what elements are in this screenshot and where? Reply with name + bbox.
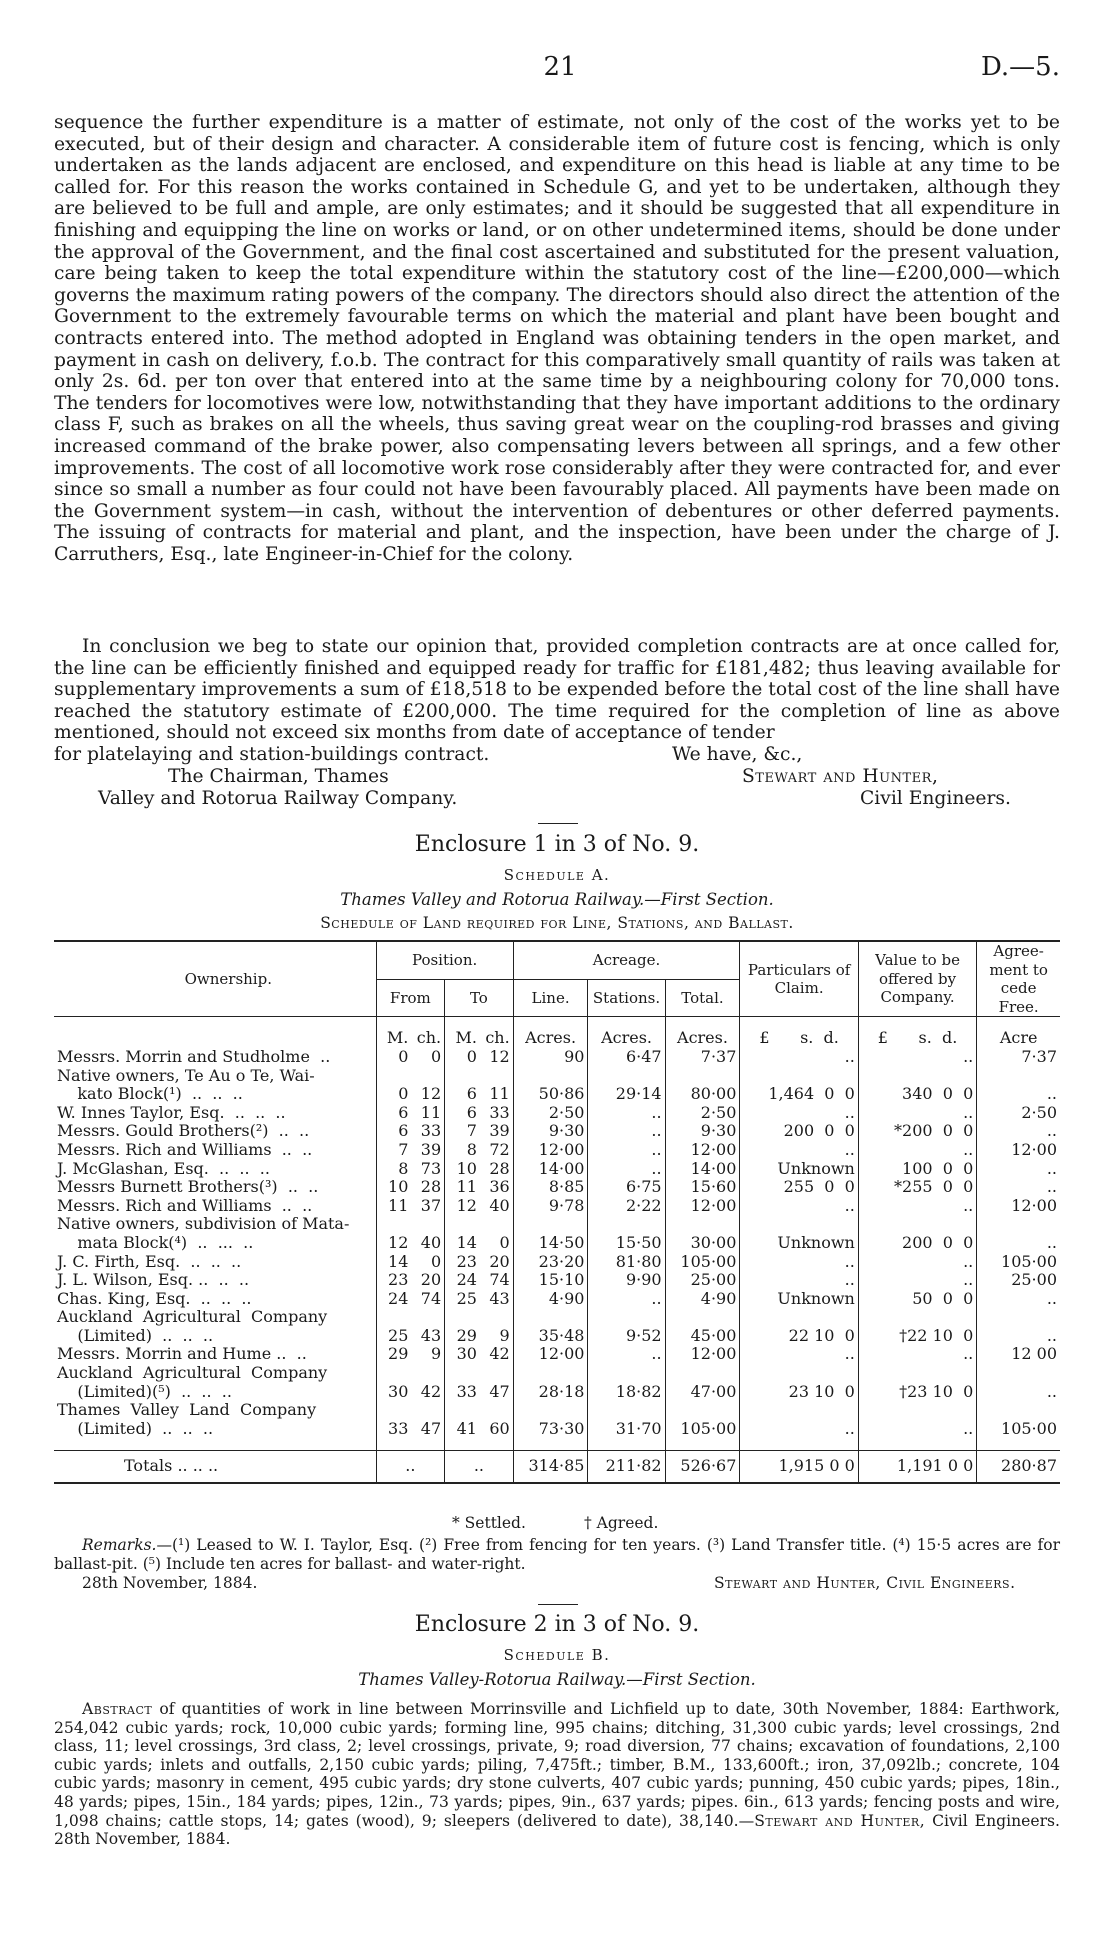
- agreement-cell: ..: [977, 1067, 1060, 1104]
- claim-cell: Unknown: [740, 1215, 858, 1252]
- agreement-cell: 12 00: [977, 1345, 1060, 1364]
- to-m-cell: 12: [445, 1197, 480, 1216]
- owner-name-line: J. McGlashan, Esq. .. .. ..: [57, 1158, 270, 1178]
- stations-acres-cell: 29·14: [588, 1067, 665, 1104]
- to-m-cell: 30: [445, 1345, 480, 1364]
- value-cell: ..: [858, 1253, 976, 1272]
- line-acres-cell: 2·50: [513, 1104, 588, 1123]
- from-ch-cell: 9: [430, 1344, 442, 1364]
- from-m-cell: 7: [376, 1141, 411, 1160]
- owner-name-line: (Limited) .. .. ..: [57, 1418, 214, 1438]
- owner-cell: [54, 1178, 376, 1197]
- value-cell: ..: [858, 1048, 976, 1067]
- from-m-cell: 23: [376, 1271, 411, 1290]
- value-cell: †22 10 0: [858, 1308, 976, 1345]
- agreed-footnote: † Agreed.: [584, 1514, 659, 1532]
- from-ch-cell: 37: [420, 1195, 442, 1215]
- to-ch-cell: 33: [489, 1102, 510, 1122]
- to-m-cell: 6: [445, 1067, 480, 1104]
- total-acres-cell: 12·00: [665, 1197, 740, 1216]
- to-header: To: [445, 979, 514, 1017]
- totals-total: 526·67: [665, 1451, 740, 1483]
- value-cell: ..: [858, 1401, 976, 1451]
- unit-claim-pence: d.: [823, 1028, 839, 1048]
- stations-acres-cell: 15·50: [588, 1215, 665, 1252]
- unit-to-m: M.: [445, 1017, 480, 1048]
- stations-acres-cell: 9·52: [588, 1308, 665, 1345]
- unit-claim-pounds: £: [759, 1028, 770, 1048]
- from-ch-cell: 20: [420, 1270, 442, 1290]
- table-row: [54, 1197, 1060, 1216]
- total-acres-cell: 2·50: [665, 1104, 740, 1123]
- from-m-cell: 33: [376, 1401, 411, 1451]
- agreement-cell: 105·00: [977, 1253, 1060, 1272]
- agreement-cell: 12·00: [977, 1197, 1060, 1216]
- claim-cell: Unknown: [740, 1290, 858, 1309]
- owner-name-line: (Limited) .. .. ..: [57, 1325, 214, 1345]
- from-header: From: [376, 979, 445, 1017]
- to-m-cell: 33: [445, 1364, 480, 1401]
- table-row: [54, 1253, 1060, 1272]
- value-cell: 340 0 0: [858, 1067, 976, 1104]
- agreement-cell: ..: [977, 1160, 1060, 1179]
- unit-value-pounds: £: [877, 1028, 888, 1048]
- abstract-text: of quantities of work in line between Morrinsville and Lichfield up to date, 30th November, 1884: Earthwork, 254,042 cubic yards; rock, 10,000 cubic yards; forming line, 995 chains; ditching, 31,300 cubic yards; level crossings, 2nd class, 11; level crossings, 3rd class, 2; level crossings, private, 9; road diversion, 77 chains; excavation of foundations, 2,100 cubic yards; inlets and outfalls, 2,150 cubic yards; piling, 7,475ft.; timber, B.M., 133,600ft.; iron, 37,092lb.; concrete, 104 cubic yards; masonry in cement, 495 cubic yards; dry stone culverts, 407 cubic yards; punning, 450 cubic yards; pipes, 18in., 48 yards; pipes, 15in., 184 yards; pipes, 12in., 73 yards; pipes, 9in., 637 yards; pipes. 6in., 613 yards; fencing posts and wire, 1,098 chains; cattle stops, 14; gates (wood), 9; sleepers (delivered to date), 38,140.—: [54, 1700, 1060, 1830]
- value-cell: *255 0 0: [858, 1178, 976, 1197]
- value-cell: 100 0 0: [858, 1160, 976, 1179]
- owner-name-line: Messrs. Rich and Williams .. ..: [57, 1139, 313, 1159]
- line-acres-cell: 4·90: [513, 1290, 588, 1309]
- line-acres-cell: 90: [513, 1048, 588, 1067]
- unit-value-pence: d.: [941, 1028, 958, 1048]
- from-ch-cell: 40: [420, 1232, 442, 1252]
- from-ch-cell: 12: [420, 1084, 442, 1104]
- from-ch-cell: 47: [420, 1418, 442, 1438]
- value-cell: ..: [858, 1345, 976, 1364]
- agreement-cell: 105·00: [977, 1401, 1060, 1451]
- stations-acres-cell: 18·82: [588, 1364, 665, 1401]
- unit-line: Acres.: [513, 1017, 588, 1048]
- to-m-cell: 7: [445, 1122, 480, 1141]
- total-acres-cell: 47·00: [665, 1364, 740, 1401]
- abstract-label: Abstract: [82, 1700, 153, 1718]
- line-acres-cell: 73·30: [513, 1401, 588, 1451]
- owner-name-line: kato Block(¹) .. .. ..: [57, 1084, 243, 1104]
- from-ch-cell: 43: [420, 1325, 442, 1345]
- stations-acres-cell: 81·80: [588, 1253, 665, 1272]
- from-m-cell: 30: [376, 1364, 411, 1401]
- table-row: [54, 1308, 1060, 1345]
- to-ch-cell: 74: [489, 1270, 510, 1290]
- value-cell: 200 0 0: [858, 1215, 976, 1252]
- totals-from: ..: [376, 1451, 445, 1483]
- owner-name-line: Auckland Agricultural Company: [57, 1363, 328, 1383]
- table-row: [54, 1122, 1060, 1141]
- owner-cell: [54, 1345, 376, 1364]
- schedule-a-signoff: [54, 1574, 1060, 1593]
- line-acres-cell: 23·20: [513, 1253, 588, 1272]
- total-acres-cell: 14·00: [665, 1160, 740, 1179]
- stations-acres-cell: ..: [588, 1141, 665, 1160]
- to-ch-cell: 43: [489, 1288, 510, 1308]
- to-m-cell: 25: [445, 1290, 480, 1309]
- owner-cell: [54, 1215, 376, 1252]
- from-m-cell: 12: [376, 1215, 411, 1252]
- from-ch-cell: 39: [420, 1139, 442, 1159]
- total-acres-cell: 9·30: [665, 1122, 740, 1141]
- owner-name-line: Messrs. Rich and Williams .. ..: [57, 1195, 313, 1215]
- claim-cell: 22 10 0: [740, 1308, 858, 1345]
- to-m-cell: 0: [445, 1048, 480, 1067]
- stations-acres-cell: 2·22: [588, 1197, 665, 1216]
- line-acres-cell: 14·50: [513, 1215, 588, 1252]
- from-m-cell: 6: [376, 1122, 411, 1141]
- remarks: [54, 1536, 1060, 1573]
- from-ch-cell: 33: [420, 1121, 442, 1141]
- schedule-b-subtitle: Thames Valley-Rotorua Railway.—First Section.: [358, 1670, 756, 1689]
- to-m-cell: 29: [445, 1308, 480, 1345]
- owner-cell: [54, 1197, 376, 1216]
- line-acres-cell: 35·48: [513, 1308, 588, 1345]
- agreement-cell: ..: [977, 1178, 1060, 1197]
- total-acres-cell: 15·60: [665, 1178, 740, 1197]
- line-acres-cell: 9·30: [513, 1122, 588, 1141]
- to-ch-cell: 72: [489, 1139, 510, 1159]
- acreage-header: Acreage.: [513, 941, 740, 979]
- table-row: [54, 1104, 1060, 1123]
- stations-acres-cell: ..: [588, 1104, 665, 1123]
- schedule-b-label: Schedule B.: [503, 1646, 611, 1664]
- agreement-cell: ..: [977, 1364, 1060, 1401]
- claim-cell: 255 0 0: [740, 1178, 858, 1197]
- paragraph-1: sequence the further expenditure is a matter of estimate, not only of the cost of the works yet to be executed, but of their design and character. A considerable item of future cost is fencing, which is only undertaken as the lands adjacent are enclosed, and expenditure on this head is liable at any time to be called for. For this reason the works contained in Schedule G, and yet to be undertaken, although they are believed to be full and ample, are only estimates; and it should be suggested that all expenditure in finishing and equipping the line on works or land, or on other undetermined items, should be done under the approval of the Government, and the final cost ascertained and substituted for the present valuation, care being taken to keep the total expenditure within the statutory cost of the line—£200,000—which governs the maximum rating powers of the company. The directors should also direct the attention of the Government to the extremely favourable terms on which the material and plant have been bought and contracts entered into. The method adopted in England was obtaining tenders in the open market, and payment in cash on delivery, f.o.b. The contract for this comparatively small quantity of rails was taken at only 2s. 6d. per ton over that entered into at the same time by a neighbouring colony for 70,000 tons. The tenders for locomotives were low, notwithstanding that they have important additions to the ordinary class F, such as brakes on all the wheels, thus saving great wear on the coupling-rod brasses and giving increased command of the brake power, also compensating levers between all springs, and a few other improvements. The cost of all locomotive work rose considerably after they were contracted for, and ever since so small a number as four could not have been favourably placed. All payments have been made on the Government system—in cash, without the intervention of debentures or other deferred payments. The issuing of contracts for material and plant, and the inspection, have been under the charge of J. Carruthers, Esq., late Engineer-in-Chief for the colony.: [54, 112, 1060, 565]
- agreement-cell: 2·50: [977, 1104, 1060, 1123]
- from-m-cell: 11: [376, 1197, 411, 1216]
- abstract-signature: Stewart and Hunter,: [754, 1811, 926, 1830]
- page-number: 21: [543, 52, 577, 82]
- to-ch-cell: 11: [489, 1084, 510, 1104]
- totals-claim: 1,915 0 0: [740, 1451, 858, 1483]
- owner-name-line: (Limited)(⁵) .. .. ..: [57, 1381, 232, 1401]
- owner-name-line: Messrs. Morrin and Studholme ..: [57, 1046, 331, 1066]
- totals-stations: 211·82: [588, 1451, 665, 1483]
- stations-acres-cell: 6·47: [588, 1048, 665, 1067]
- owner-cell: [54, 1160, 376, 1179]
- stations-acres-cell: 9·90: [588, 1271, 665, 1290]
- totals-agreement: 280·87: [977, 1451, 1060, 1483]
- from-m-cell: 6: [376, 1104, 411, 1123]
- from-m-cell: 29: [376, 1345, 411, 1364]
- owner-cell: [54, 1048, 376, 1067]
- from-m-cell: 8: [376, 1160, 411, 1179]
- total-acres-cell: 30·00: [665, 1215, 740, 1252]
- abstract-tail: Civil Engineers. 28th November, 1884.: [54, 1811, 1060, 1849]
- agreement-cell: ..: [977, 1122, 1060, 1141]
- addressee-line-2: Valley and Rotorua Railway Company.: [98, 788, 458, 809]
- abstract-paragraph: [54, 1700, 1060, 1849]
- claim-cell: ..: [740, 1345, 858, 1364]
- owner-name-line: J. L. Wilson, Esq. .. .. ..: [57, 1270, 250, 1290]
- signatory: Stewart and Hunter,: [742, 766, 939, 787]
- to-m-cell: 23: [445, 1253, 480, 1272]
- to-ch-cell: 20: [489, 1251, 510, 1271]
- land-schedule-title: Schedule of Land required for Line, Stations, and Ballast.: [320, 914, 794, 932]
- claim-cell: ..: [740, 1401, 858, 1451]
- owner-cell: [54, 1271, 376, 1290]
- from-m-cell: 0: [376, 1067, 411, 1104]
- stations-acres-cell: 31·70: [588, 1401, 665, 1451]
- paragraph-2: In conclusion we beg to state our opinion that, provided completion contracts are at once called for, the line can be efficiently finished and equipped ready for traffic for £181,482; thus leaving available for supplementary improvements a sum of £18,518 to be expended before the total cost of the line shall have reached the statutory estimate of £200,000. The time required for the completion of line as above mentioned, should not exceed six months from date of acceptance of tender: [54, 636, 1060, 744]
- stations-acres-cell: 6·75: [588, 1178, 665, 1197]
- owner-name-line: W. Innes Taylor, Esq. .. .. ..: [57, 1102, 286, 1122]
- unit-from-m: M.: [376, 1017, 411, 1048]
- table-row: [54, 1048, 1060, 1067]
- owner-cell: [54, 1141, 376, 1160]
- claim-cell: 23 10 0: [740, 1364, 858, 1401]
- closing-last-line: for platelaying and station-buildings contract.: [54, 744, 490, 765]
- position-header: Position.: [376, 941, 513, 979]
- enclosure-2-title: Enclosure 2 in 3 of No. 9.: [414, 1612, 700, 1637]
- value-header: Value to be offered by Company.: [858, 941, 976, 1017]
- value-cell: 50 0 0: [858, 1290, 976, 1309]
- claim-cell: 1,464 0 0: [740, 1067, 858, 1104]
- line-acres-cell: 50·86: [513, 1067, 588, 1104]
- schedule-a-label: Schedule A.: [503, 866, 611, 884]
- to-ch-cell: 42: [489, 1344, 510, 1364]
- agreement-cell: 12·00: [977, 1141, 1060, 1160]
- claim-cell: ..: [740, 1271, 858, 1290]
- closing-we-have: We have, &c.,: [672, 744, 803, 765]
- claim-cell: ..: [740, 1104, 858, 1123]
- stations-acres-cell: ..: [588, 1345, 665, 1364]
- divider: [538, 1604, 578, 1605]
- stations-acres-cell: ..: [588, 1290, 665, 1309]
- value-cell: *200 0 0: [858, 1122, 976, 1141]
- from-m-cell: 14: [376, 1253, 411, 1272]
- from-ch-cell: 0: [430, 1046, 442, 1066]
- owner-cell: [54, 1290, 376, 1309]
- from-m-cell: 0: [376, 1048, 411, 1067]
- value-cell: ..: [858, 1271, 976, 1290]
- table-row: [54, 1215, 1060, 1252]
- from-m-cell: 25: [376, 1308, 411, 1345]
- table-row: [54, 1141, 1060, 1160]
- from-ch-cell: 73: [420, 1158, 442, 1178]
- unit-from-ch: ch.: [416, 1028, 442, 1048]
- unit-agreement: Acre: [977, 1017, 1060, 1048]
- agreement-cell: ..: [977, 1215, 1060, 1252]
- document-reference: D.—5.: [981, 52, 1060, 82]
- to-ch-cell: 28: [489, 1158, 510, 1178]
- total-acres-cell: 80·00: [665, 1067, 740, 1104]
- owner-name-line: Messrs. Gould Brothers(²) .. ..: [57, 1121, 310, 1141]
- total-acres-cell: 7·37: [665, 1048, 740, 1067]
- schedule-a-subtitle: Thames Valley and Rotorua Railway.—First Section.: [340, 890, 774, 909]
- value-cell: ..: [858, 1104, 976, 1123]
- remarks-label: Remarks.: [82, 1536, 157, 1554]
- from-ch-cell: 42: [420, 1381, 442, 1401]
- from-m-cell: 24: [376, 1290, 411, 1309]
- to-m-cell: 24: [445, 1271, 480, 1290]
- owner-cell: [54, 1067, 376, 1104]
- owner-name-line: Messrs Burnett Brothers(³) .. ..: [57, 1177, 319, 1197]
- owner-name-line: mata Block(⁴) .. ... ..: [57, 1232, 254, 1252]
- agreement-header: Agreement to cede Free.: [977, 941, 1060, 1017]
- to-ch-cell: 47: [489, 1381, 510, 1401]
- to-ch-cell: 60: [489, 1418, 510, 1438]
- stations-acres-cell: ..: [588, 1160, 665, 1179]
- remarks-text: —(¹) Leased to W. I. Taylor, Esq. (²) Free from fencing for ten years. (³) Land Transfer title. (⁴) 15·5 acres are for ballast-pit. (⁵) Include ten acres for ballast- and water-right.: [54, 1536, 1060, 1573]
- ownership-header: Ownership.: [184, 969, 272, 988]
- value-cell: †23 10 0: [858, 1364, 976, 1401]
- agreement-cell: 7·37: [977, 1048, 1060, 1067]
- owner-name-line: Messrs. Morrin and Hume .. ..: [57, 1344, 307, 1364]
- to-ch-cell: 0: [499, 1232, 510, 1252]
- table-row: [54, 1345, 1060, 1364]
- from-ch-cell: 11: [420, 1102, 442, 1122]
- total-acres-cell: 105·00: [665, 1401, 740, 1451]
- claim-cell: 200 0 0: [740, 1122, 858, 1141]
- table-row: [54, 1178, 1060, 1197]
- line-acres-cell: 12·00: [513, 1345, 588, 1364]
- table-row: [54, 1067, 1060, 1104]
- from-ch-cell: 74: [420, 1288, 442, 1308]
- to-ch-cell: 9: [499, 1325, 510, 1345]
- owner-name-line: Native owners, subdivision of Mata-: [57, 1214, 350, 1234]
- total-header: Total.: [665, 979, 740, 1017]
- claim-cell: ..: [740, 1253, 858, 1272]
- to-ch-cell: 36: [489, 1177, 510, 1197]
- unit-to-ch: ch.: [485, 1028, 510, 1048]
- from-ch-cell: 28: [420, 1177, 442, 1197]
- claim-cell: ..: [740, 1197, 858, 1216]
- line-acres-cell: 12·00: [513, 1141, 588, 1160]
- unit-value-shillings: s.: [918, 1028, 932, 1048]
- table-row: [54, 1271, 1060, 1290]
- from-ch-cell: 0: [430, 1251, 442, 1271]
- unit-claim-shillings: s.: [800, 1028, 814, 1048]
- total-acres-cell: 12·00: [665, 1141, 740, 1160]
- to-m-cell: 10: [445, 1160, 480, 1179]
- total-acres-cell: 45·00: [665, 1308, 740, 1345]
- line-acres-cell: 8·85: [513, 1178, 588, 1197]
- totals-to: ..: [445, 1451, 514, 1483]
- to-ch-cell: 12: [489, 1046, 510, 1066]
- total-acres-cell: 25·00: [665, 1271, 740, 1290]
- table-row: [54, 1160, 1060, 1179]
- unit-value: [858, 1017, 976, 1048]
- claim-cell: Unknown: [740, 1160, 858, 1179]
- stations-header: Stations.: [588, 979, 665, 1017]
- agreement-cell: 25·00: [977, 1271, 1060, 1290]
- signatory-title: Civil Engineers.: [860, 788, 1011, 809]
- owner-name-line: Chas. King, Esq. .. .. ..: [57, 1288, 252, 1308]
- totals-value: 1,191 0 0: [858, 1451, 976, 1483]
- owner-name-line: Auckland Agricultural Company: [57, 1307, 328, 1327]
- agreement-cell: ..: [977, 1308, 1060, 1345]
- claim-cell: ..: [740, 1048, 858, 1067]
- table-row: [54, 1290, 1060, 1309]
- to-m-cell: 41: [445, 1401, 480, 1451]
- schedule-a-signature: Stewart and Hunter, Civil Engineers.: [714, 1574, 1016, 1592]
- addressee-line-1: The Chairman, Thames: [168, 766, 389, 787]
- owner-name-line: Thames Valley Land Company: [57, 1400, 317, 1420]
- unit-claim: [740, 1017, 858, 1048]
- value-cell: ..: [858, 1197, 976, 1216]
- owner-cell: [54, 1104, 376, 1123]
- land-schedule-table: [54, 940, 1060, 1484]
- owner-cell: [54, 1364, 376, 1401]
- owner-name-line: J. C. Firth, Esq. .. .. ..: [57, 1251, 242, 1271]
- owner-cell: [54, 1122, 376, 1141]
- stations-acres-cell: ..: [588, 1122, 665, 1141]
- schedule-a-date: 28th November, 1884.: [82, 1574, 258, 1592]
- to-ch-cell: 39: [489, 1121, 510, 1141]
- totals-line: 314·85: [513, 1451, 588, 1483]
- settled-footnote: * Settled.: [452, 1514, 526, 1532]
- to-m-cell: 11: [445, 1178, 480, 1197]
- unit-total: Acres.: [665, 1017, 740, 1048]
- claim-header: Particulars of Claim.: [740, 941, 858, 1017]
- unit-stations: Acres.: [588, 1017, 665, 1048]
- agreement-cell: ..: [977, 1290, 1060, 1309]
- line-acres-cell: 9·78: [513, 1197, 588, 1216]
- line-header: Line.: [513, 979, 588, 1017]
- total-acres-cell: 105·00: [665, 1253, 740, 1272]
- owner-cell: [54, 1401, 376, 1451]
- total-acres-cell: 12·00: [665, 1345, 740, 1364]
- to-ch-cell: 40: [489, 1195, 510, 1215]
- to-m-cell: 8: [445, 1141, 480, 1160]
- line-acres-cell: 28·18: [513, 1364, 588, 1401]
- to-m-cell: 6: [445, 1104, 480, 1123]
- value-cell: ..: [858, 1141, 976, 1160]
- owner-cell: [54, 1308, 376, 1345]
- from-m-cell: 10: [376, 1178, 411, 1197]
- total-acres-cell: 4·90: [665, 1290, 740, 1309]
- divider: [538, 823, 578, 824]
- owner-name-line: Native owners, Te Au o Te, Wai-: [57, 1065, 315, 1085]
- line-acres-cell: 14·00: [513, 1160, 588, 1179]
- table-row: [54, 1364, 1060, 1401]
- table-row: [54, 1401, 1060, 1451]
- claim-cell: ..: [740, 1141, 858, 1160]
- to-m-cell: 14: [445, 1215, 480, 1252]
- totals-label: Totals .. .. ..: [124, 1456, 219, 1476]
- enclosure-1-title: Enclosure 1 in 3 of No. 9.: [414, 832, 700, 857]
- line-acres-cell: 15·10: [513, 1271, 588, 1290]
- owner-cell: [54, 1253, 376, 1272]
